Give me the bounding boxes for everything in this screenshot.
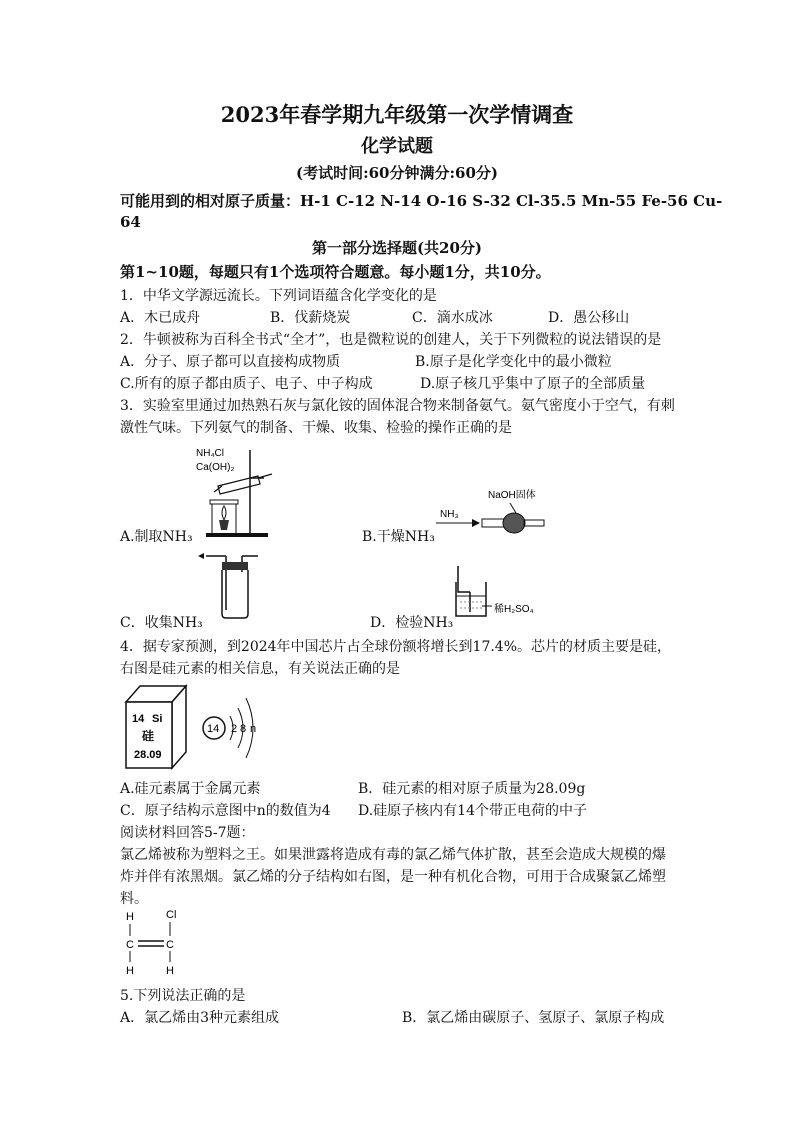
si-name: 硅 — [142, 729, 155, 743]
q5-option-b: B．氯乙烯由碳原子、氢原子、氯原子构成 — [402, 1010, 665, 1026]
struct-c-left: C — [126, 939, 134, 951]
q2-stem: 2．牛顿被称为百科全书式“全才”，也是微粒说的创建人，关于下列微粒的说法错误的是 — [120, 332, 662, 348]
fig-d-acid-label: 稀H₂SO₄ — [494, 604, 534, 615]
atomic-mass-line-2: 64 — [120, 213, 141, 231]
reading-line-2: 炸并伴有浓黑烟。氯乙烯的分子结构如右图，是一种有机化合物，可用于合成聚氯乙烯塑 — [120, 869, 666, 885]
struct-h-bottom-left: H — [126, 965, 134, 977]
q4-option-b: B．硅元素的相对原子质量为28.09g — [358, 781, 586, 797]
q3-option-c: C．收集NH₃ — [120, 615, 203, 631]
q3-option-a: A.制取NH₃ — [120, 529, 193, 545]
q1-option-c: C．滴水成冰 — [412, 310, 493, 326]
struct-c-right: C — [166, 939, 174, 951]
q4-option-c: C．原子结构示意图中n的数值为4 — [120, 803, 331, 819]
si-atomic-number: 14 — [132, 713, 145, 725]
q3-stem-line-1: 3．实验室里通过加热熟石灰与氯化铵的固体混合物来制备氨气。氨气密度小于空气，有刺 — [120, 398, 675, 414]
si-symbol: Si — [152, 713, 163, 725]
part1-instruction: 第1~10题，每题只有1个选项符合题意。每小题1分，共10分。 — [120, 263, 551, 281]
silicon-atomic-structure — [196, 682, 276, 772]
q3-stem-line-2: 激性气味。下列氨气的制备、干燥、收集、检验的操作正确的是 — [120, 420, 512, 436]
q4-option-a: A.硅元素属于金属元素 — [120, 781, 261, 797]
fig-a-label-caoh2: Ca(OH)₂ — [196, 462, 235, 473]
q1-option-d: D．愚公移山 — [548, 310, 630, 326]
reading-line-3: 料。 — [120, 891, 148, 907]
q2-option-b: B.原子是化学变化中的最小微粒 — [415, 354, 612, 370]
exam-title: 2023年春学期九年级第一次学情调查 — [220, 102, 574, 127]
shell-1-electrons: 2 — [231, 723, 238, 735]
drying-tube-figure — [432, 485, 562, 535]
struct-cl-top-right: Cl — [166, 909, 177, 921]
struct-h-top-left: H — [126, 911, 134, 923]
vinyl-chloride-structure — [118, 906, 198, 978]
reading-line-1: 氯乙烯被称为塑料之王。如果泄露将造成有毒的氯乙烯气体扩散，甚至会造成大规模的爆 — [120, 847, 666, 863]
part1-title: 第一部分选择题(共20分) — [311, 239, 483, 257]
nucleus-charge: 14 — [207, 723, 220, 735]
shell-3-electrons: n — [250, 723, 257, 735]
exam-info: (考试时间:60分钟满分:60分) — [295, 164, 499, 182]
q1-stem: 1．中华文学源远流长。下列词语蕴含化学变化的是 — [120, 288, 437, 304]
subject-title: 化学试题 — [361, 136, 433, 157]
reading-intro: 阅读材料回答5-7题： — [120, 825, 255, 841]
fig-b-gas-label: NH₃ — [440, 509, 459, 520]
q5-stem: 5.下列说法正确的是 — [120, 988, 246, 1004]
q4-option-d: D.硅原子核内有14个带正电荷的中子 — [358, 803, 587, 819]
gas-collecting-bottle-figure — [198, 550, 268, 620]
q5-option-a: A．氯乙烯由3种元素组成 — [120, 1010, 280, 1026]
q4-stem-line-1: 4．据专家预测，到2024年中国芯片占全球份额将增长到17.4%。芯片的材质主要是硅， — [120, 639, 672, 655]
shell-2-electrons: 8 — [240, 723, 247, 735]
fig-b-naoh-label: NaOH固体 — [488, 490, 536, 501]
q1-option-b: B．伐薪烧炭 — [270, 310, 351, 326]
q2-option-a: A．分子、原子都可以直接构成物质 — [120, 354, 341, 370]
si-atomic-mass: 28.09 — [134, 749, 162, 761]
q3-option-d: D．检验NH₃ — [370, 615, 454, 631]
struct-h-bottom-right: H — [166, 965, 174, 977]
q1-option-a: A．木已成舟 — [120, 310, 201, 326]
q3-option-b: B.干燥NH₃ — [362, 529, 435, 545]
atomic-mass-line-1: 可能用到的相对原子质量：H-1 C-12 N-14 O-16 S-32 Cl-35.5 Mn-55 Fe-56 Cu- — [120, 192, 723, 210]
q4-stem-line-2: 右图是硅元素的相关信息，有关说法正确的是 — [120, 661, 400, 677]
q2-option-d: D.原子核几乎集中了原子的全部质量 — [420, 376, 646, 392]
q2-option-c: C.所有的原子都由质子、电子、中子构成 — [120, 376, 373, 392]
heating-apparatus-figure — [192, 440, 282, 540]
fig-a-label-nh4cl: NH₄Cl — [196, 448, 224, 459]
beaker-test-figure — [452, 562, 542, 620]
